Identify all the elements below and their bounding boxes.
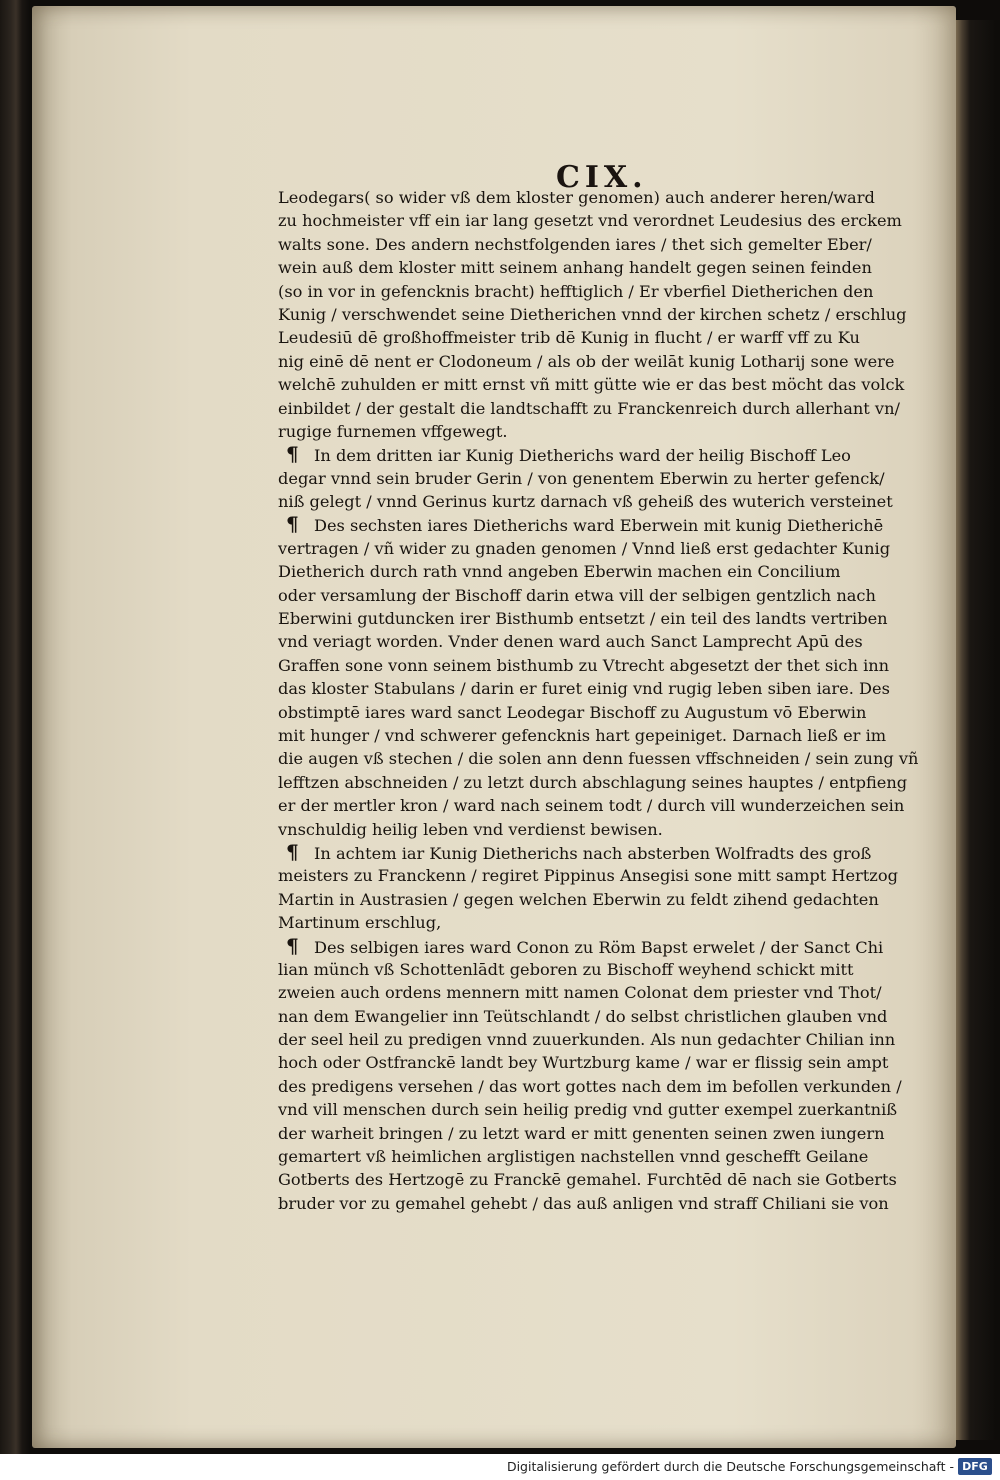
text-line xyxy=(278,560,918,583)
paragraph-mark-icon: ¶ xyxy=(286,839,299,864)
line-text: bruder vor zu gemahel gehebt / das auß anligen vnd straff Chiliani sie von xyxy=(278,1193,889,1213)
text-line xyxy=(278,771,918,794)
text-line xyxy=(278,1098,918,1121)
text-line xyxy=(278,654,918,677)
line-text: vertragen / vñ wider zu gnaden genomen / Vnnd ließ erst gedachter Kunig xyxy=(278,538,891,558)
line-text: In achtem iar Kunig Dietherichs nach absterben Wolfradts des groß xyxy=(314,843,872,863)
line-text: Dietherich durch rath vnnd angeben Eberwin machen ein Concilium xyxy=(278,562,841,582)
text-line xyxy=(278,1122,918,1145)
line-text: nan dem Ewangelier inn Teütschlandt / do selbst christlichen glauben vnd xyxy=(278,1006,888,1026)
line-text: vnschuldig heilig leben vnd verdienst bewisen. xyxy=(278,819,663,839)
text-line xyxy=(278,537,918,560)
line-text: er der mertler kron / ward nach seinem todt / durch vill wunderzeichen sein xyxy=(278,796,905,816)
text-line xyxy=(278,935,918,958)
line-text: der seel heil zu predigen vnnd zuuerkunden. Als nun gedachter Chilian inn xyxy=(278,1030,896,1050)
text-line xyxy=(278,888,918,911)
text-line xyxy=(278,443,918,466)
line-text: Kunig / verschwendet seine Dietherichen vnnd der kirchen schetz / erschlug xyxy=(278,304,907,324)
paragraph-mark-icon: ¶ xyxy=(286,512,299,537)
line-text: vnd veriagt worden. Vnder denen ward auch Sanct Lamprecht Apū des xyxy=(278,632,863,652)
text-line xyxy=(278,467,918,490)
line-text: Martinum erschlug, xyxy=(278,913,442,933)
funding-credit: Digitalisierung gefördert durch die Deutsche Forschungsgemeinschaft - xyxy=(506,1459,954,1474)
line-text: walts sone. Des andern nechstfolgenden iares / thet sich gemelter Eber/ xyxy=(278,234,872,254)
line-text: (so in vor in gefencknis bracht) hefftiglich / Er vberfiel Dietherichen den xyxy=(278,281,874,301)
text-line xyxy=(278,841,918,864)
folio-number: CIX. xyxy=(556,160,648,195)
line-text: lefftzen abschneiden / zu letzt durch abschlagung seines hauptes / entpfieng xyxy=(278,772,908,792)
text-line xyxy=(278,513,918,536)
text-line xyxy=(278,280,918,303)
line-text: niß gelegt / vnnd Gerinus kurtz darnach vß geheiß des wuterich versteinet xyxy=(278,492,893,512)
text-line xyxy=(278,1145,918,1168)
text-line xyxy=(278,233,918,256)
text-line xyxy=(278,1168,918,1191)
line-text: zu hochmeister vff ein iar lang gesetzt vnd verordnet Leudesius des erckem xyxy=(278,211,902,231)
text-line xyxy=(278,303,918,326)
text-line xyxy=(278,1075,918,1098)
line-text: Leodegars( so wider vß dem kloster genomen) auch anderer heren/ward xyxy=(278,188,875,207)
text-line xyxy=(278,256,918,279)
text-line xyxy=(278,1192,918,1215)
text-line xyxy=(278,186,918,209)
text-line xyxy=(278,747,917,770)
text-line xyxy=(278,1051,918,1074)
page-edge-shadow xyxy=(956,20,996,1440)
text-line xyxy=(278,864,918,887)
line-text: Des selbigen iares ward Conon zu Röm Bapst erwelet / der Sanct Chi xyxy=(314,937,884,957)
line-text: meisters zu Franckenn / regiret Pippinus Ansegisi sone mitt sampt Hertzog xyxy=(278,866,898,886)
line-text: des predigens versehen / das wort gottes nach dem im befollen verkunden / xyxy=(278,1076,902,1096)
line-text: obstimptē iares ward sanct Leodegar Bischoff zu Augustum vō Eberwin xyxy=(278,702,867,722)
line-text: zweien auch ordens mennern mitt namen Colonat dem priester vnd Thot/ xyxy=(278,983,882,1003)
line-text: der warheit bringen / zu letzt ward er mitt genenten seinen zwen iungern xyxy=(278,1123,885,1143)
line-text: einbildet / der gestalt die landtschafft zu Franckenreich durch allerhant vn/ xyxy=(278,398,900,418)
paragraph-mark-icon: ¶ xyxy=(286,933,299,958)
text-line xyxy=(278,794,918,817)
text-line xyxy=(278,630,918,653)
line-text: degar vnnd sein bruder Gerin / von genentem Eberwin zu herter gefenck/ xyxy=(278,468,885,488)
line-text: die augen vß stechen / die solen ann denn fuessen vffschneiden / sein zung vñ xyxy=(278,749,919,769)
text-line xyxy=(278,1005,918,1028)
paragraph-mark-icon: ¶ xyxy=(286,442,299,467)
line-text: Des sechsten iares Dietherichs ward Eberwein mit kunig Dietherichē xyxy=(314,516,884,536)
text-line xyxy=(278,724,918,747)
line-text: Leudesiū dē großhoffmeister trib dē Kunig in flucht / er warff vff zu Ku xyxy=(278,328,860,348)
text-line xyxy=(278,209,918,232)
text-line xyxy=(278,911,918,934)
line-text: In dem dritten iar Kunig Dietherichs ward der heilig Bischoff Leo xyxy=(314,446,851,466)
text-line xyxy=(278,981,918,1004)
footer-bar xyxy=(0,1454,1000,1480)
line-text: Martin in Austrasien / gegen welchen Eberwin zu feldt zihend gedachten xyxy=(278,889,879,909)
text-line xyxy=(278,607,918,630)
text-line xyxy=(278,397,918,420)
text-line xyxy=(278,677,918,700)
text-line xyxy=(278,1028,918,1051)
line-text: wein auß dem kloster mitt seinem anhang handelt gegen seinen feinden xyxy=(278,258,872,278)
text-line xyxy=(278,420,918,443)
line-text: lian münch vß Schottenlādt geboren zu Bischoff weyhend schickt mitt xyxy=(278,959,854,979)
line-text: mit hunger / vnd schwerer gefencknis hart gepeiniget. Darnach ließ er im xyxy=(278,725,887,745)
line-text: vnd vill menschen durch sein heilig predig vnd gutter exempel zuerkantniß xyxy=(278,1100,898,1120)
text-line xyxy=(278,350,918,373)
line-text: Eberwini gutduncken irer Bisthumb entsetzt / ein teil des landts vertriben xyxy=(278,609,888,629)
line-text: Gotberts des Hertzogē zu Franckē gemahel. Furchtēd dē nach sie Gotberts xyxy=(278,1170,897,1190)
line-text: welchē zuhulden er mitt ernst vñ mitt gütte wie er das best möcht das volck xyxy=(278,375,905,395)
line-text: oder versamlung der Bischoff darin etwa vill der selbigen gentzlich nach xyxy=(278,585,876,605)
text-line xyxy=(278,818,918,841)
line-text: rugige furnemen vffgewegt. xyxy=(278,421,508,441)
text-line xyxy=(278,701,918,724)
text-line xyxy=(278,326,918,349)
line-text: gemartert vß heimlichen arglistigen nachstellen vnnd geschefft Geilane xyxy=(278,1147,869,1167)
dfg-logo: DFG xyxy=(958,1458,992,1475)
line-text: das kloster Stabulans / darin er furet einig vnd rugig leben siben iare. Des xyxy=(278,679,890,699)
line-text: Graffen sone vonn seinem bisthumb zu Vtrecht abgesetzt der thet sich inn xyxy=(278,655,890,675)
text-line xyxy=(278,584,918,607)
text-line xyxy=(278,958,918,981)
body-text xyxy=(278,186,918,1215)
line-text: hoch oder Ostfranckē landt bey Wurtzburg kame / war er flissig sein ampt xyxy=(278,1053,889,1073)
text-line xyxy=(278,490,918,513)
line-text: nig einē dē nent er Clodoneum / als ob der weilāt kunig Lotharij sone were xyxy=(278,351,895,371)
text-line xyxy=(278,373,918,396)
